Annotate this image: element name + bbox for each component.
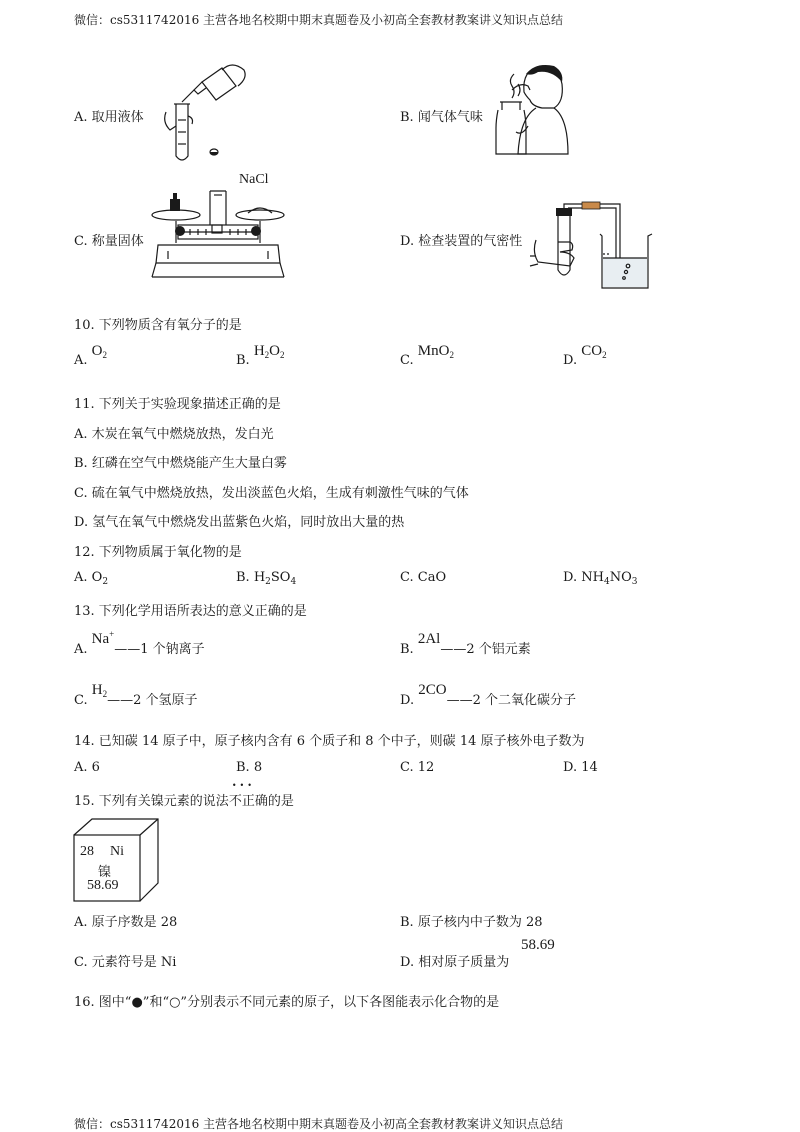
option-letter: D. [563,353,578,368]
page-header: 微信：cs5311742016 主营各地名校期中期末真题卷及小初高全套教材教案讲义知识点总结 [74,13,564,27]
stem-text: 15. 下列有关镍元素的说法 [74,794,229,809]
formula-subscript: 2 [102,689,108,699]
q9-option-b: B. 闻气体气味 [400,110,483,125]
q11-option-a: A. 木炭在氧气中燃烧放热，发白光 [74,427,274,442]
q10-option-b [236,343,285,368]
formula [92,343,107,359]
formula [92,631,115,647]
balance-scale-illustration [148,185,288,290]
q10-option-c [400,343,454,368]
element-name: 镍 [98,865,112,880]
pour-liquid-illustration [160,60,250,170]
smell-gas-illustration [492,62,572,162]
formula-subscript-2: 3 [631,577,638,587]
formula-main-2: SO [270,570,291,585]
q12-option-d [563,570,637,587]
q9-option-c: C. 称量固体 [74,234,144,249]
q11-option-b: B. 红磷在空气中燃烧能产生大量白雾 [74,456,287,471]
formula-main: H [253,343,265,359]
q14-option-a: A. 6 [74,760,100,775]
q11-option-d: D. 氢气在氧气中燃烧发出蓝紫色火焰，同时放出大量的热 [74,515,405,530]
element-atomic-number: 28 [80,844,94,859]
airtightness-check-illustration [530,200,660,292]
option-letter: D. [563,570,578,585]
q12-option-b [236,570,296,587]
q10-option-a [74,343,108,368]
formula-main: Na [91,631,110,647]
q16-stem: 16. 图中“●”和“○”分别表示不同元素的原子，以下各图能表示化合物的是 [74,995,500,1010]
q15-option-b: B. 原子核内中子数为 28 [400,915,543,930]
option-letter: C. [400,353,414,368]
formula-main: O [91,343,103,359]
formula-main: CO [581,343,603,359]
formula-main-2: O [269,343,281,359]
page-footer: 微信：cs5311742016 主营各地名校期中期末真题卷及小初高全套教材教案讲义知识点总结 [74,1117,564,1131]
q13-option-b [400,628,531,657]
formula-main: NH [581,570,604,585]
formula [418,343,454,359]
q9-option-a: A. 取用液体 [74,110,144,125]
option-letter: A. [74,570,88,585]
formula-subscript: 4 [603,577,610,587]
q15-option-c: C. 元素符号是 Ni [74,955,177,970]
q13-option-a [74,628,205,657]
formula-subscript: 2 [602,350,607,360]
element-mass: 58.69 [87,878,119,893]
formula-main-2: NO [609,570,632,585]
q13-option-d [400,679,576,708]
option-text: ——2 个氢原子 [107,693,198,708]
q15-option-d: D. 相对原子质量为 [400,955,510,970]
formula-superscript: + [109,629,115,639]
formula [92,682,107,698]
formula-subscript-2: 2 [280,350,285,360]
formula-main: H [253,570,266,585]
q15-option-a: A. 原子序数是 28 [74,915,178,930]
option-letter: A. [74,353,88,368]
q15-stem [74,790,294,809]
formula-main: O [91,570,103,585]
option-text: ——1 个钠离子 [114,642,205,657]
formula: 2Al [417,631,441,647]
option-letter: B. [236,353,250,368]
q15-option-d-value: 58.69 [521,937,555,953]
option-letter: D. [400,693,415,708]
q11-stem: 11. 下列关于实验现象描述正确的是 [74,397,281,412]
q14-option-b: B. 8 [236,760,263,775]
formula-subscript: 2 [264,350,270,360]
formula-subscript: 2 [449,350,454,360]
q14-option-d: D. 14 [563,760,598,775]
option-letter: A. [74,642,88,657]
q14-option-c: C. 12 [400,760,435,775]
formula [581,343,606,359]
q10-option-d [563,343,607,368]
option-text: ——2 个二氧化碳分子 [446,693,576,708]
q13-option-c [74,679,198,708]
q10-stem: 10. 下列物质含有氧分子的是 [74,318,242,333]
formula: 2CO [418,682,447,698]
formula-main: MnO [417,343,450,359]
formula-subscript: 2 [102,350,108,360]
q12-option-a [74,570,108,587]
q13-stem: 13. 下列化学用语所表达的意义正确的是 [74,604,307,619]
stem-text-end: 的是 [267,794,294,809]
option-letter: B. [400,642,414,657]
q11-option-c: C. 硫在氧气中燃烧放热，发出淡蓝色火焰，生成有刺激性气味的气体 [74,486,469,501]
q14-stem: 14. 已知碳 14 原子中，原子核内含有 6 个质子和 8 个中子，则碳 14 原子核外电子数为 [74,734,585,749]
q9-option-d: D. 检查装置的气密性 [400,234,523,249]
formula-main: H [91,682,103,698]
option-text: ——2 个铝元素 [440,642,531,657]
option-letter: C. [74,693,88,708]
q12-option-c: C. CaO [400,570,447,585]
formula [254,343,285,359]
formula-subscript-2: 4 [290,577,297,587]
nacl-label: NaCl [239,172,269,187]
formula-subscript: 2 [102,577,109,587]
formula-subscript: 2 [265,577,271,587]
element-symbol: Ni [110,844,124,859]
emphasized-text: ••• 不正确 [229,790,268,809]
q12-stem: 12. 下列物质属于氧化物的是 [74,545,242,560]
option-letter: B. [236,570,250,585]
